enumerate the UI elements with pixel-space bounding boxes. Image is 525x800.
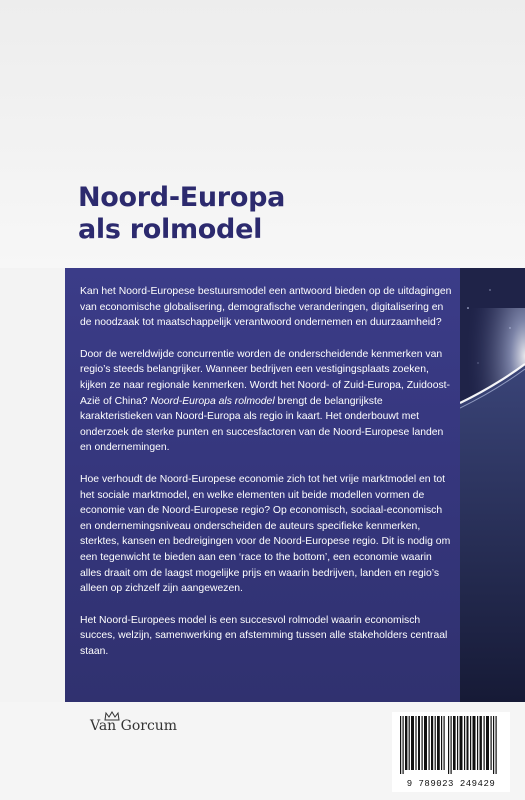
isbn-number: 9 789023 249429 [406, 779, 496, 789]
blurb-paragraph-3: Hoe verhoudt de Noord-Europese economie zich tot het vrije marktmodel en tot het sociale marktmodel, en welke elementen uit beide modellen vormen de economie van de Noord-Europese regio? Op economisch, sociaal-economisch en ondernemingsniveau onderscheiden de auteurs specifieke kenmerken, sterktes, kansen en bedreigingen voor de Noord-Europese regio. Dit is nodig om een tegenwicht te bieden aan een ‘race to the bottom’, een economie waarin alles draait om de laagst mogelijke prijs en waarin bedrijven, landen en regio’s alleen op zichzelf zijn aangewezen. [80, 473, 451, 595]
back-cover-blurb [80, 284, 452, 675]
blurb-paragraph-4: Het Noord-Europees model is een succesvol rolmodel waarin economisch succes, welzijn, samenwerking en afstemming tussen alle stakeholders centraal staan. [80, 614, 448, 657]
book-title-line-2: als rolmodel [78, 214, 263, 245]
earth-horizon-graphic [460, 268, 525, 702]
barcode-graphic [396, 716, 506, 774]
blurb-paragraph-2 [80, 347, 452, 456]
book-title [78, 182, 285, 246]
blurb-paragraph-2-end: brengt de belangrijkste karakteristieken van Noord-Europa als regio in kaart. Het onderbouwt met onderzoek de sterke punten en succesfactoren van de Noord-Europese landen en ondernemingen. [80, 395, 444, 454]
publisher-logo: Van Gorcum [90, 718, 178, 734]
blurb-paragraph-1: Kan het Noord-Europese bestuursmodel een antwoord bieden op de uitdagingen van economische globalisering, demografische veranderingen, digitalisering en de noodzaak tot maatschappelijk verantwoord ondernemen en duurzaamheid? [80, 286, 452, 329]
blurb-paragraph-2-start: Door de wereldwijde concurrentie worden de onderscheidende kenmerken van regio’s steeds belangrijker. Wanneer bedrijven een vestigingsplaats zoeken, kijken ze naar regionale kenmerken. Wordt het Noord- of Zuid-Europa, Zuidoost-Azië of China? [80, 348, 451, 407]
book-title-line-1: Noord-Europa [78, 182, 286, 213]
blurb-book-title-italic: Noord-Europa als rolmodel [150, 395, 275, 407]
earth-horizon-image [460, 268, 525, 702]
isbn-barcode [392, 712, 510, 792]
